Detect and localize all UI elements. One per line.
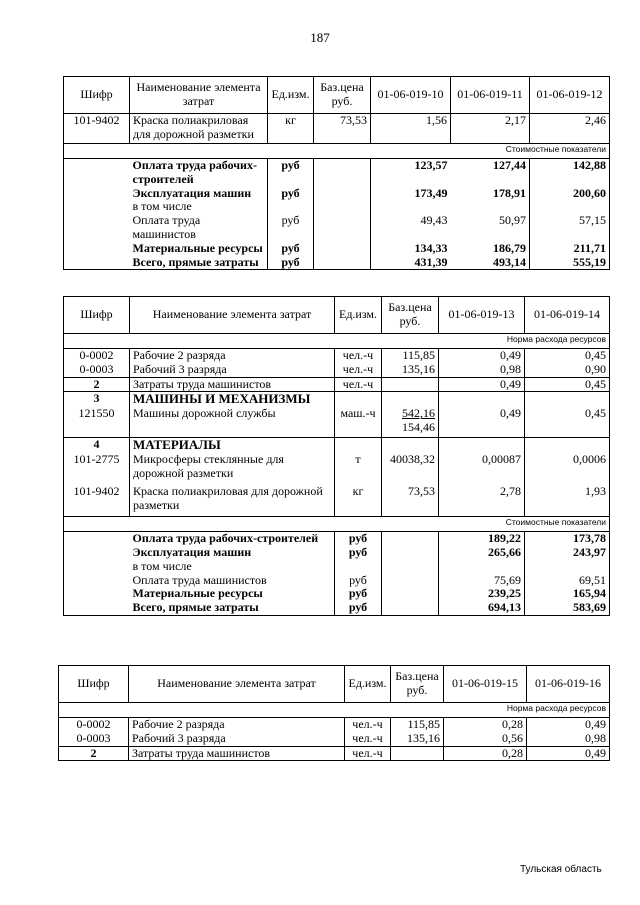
row-name: Затраты труда машинистов: [130, 377, 335, 392]
row-value-1: 0,28: [444, 746, 527, 761]
cost-table-2: [63, 296, 610, 616]
summary-label: в том числе: [132, 199, 192, 214]
note-resource-norm: Норма расхода ресурсов: [59, 703, 610, 718]
table-row: [64, 377, 610, 392]
table-header-row: [64, 297, 610, 334]
note-resource-norm: Норма расхода ресурсов: [64, 334, 610, 349]
summary-row: [64, 560, 610, 574]
row-name: Рабочий 3 разряда: [130, 363, 335, 377]
row-value-1: 1,56: [371, 114, 451, 144]
summary-row: [64, 587, 610, 601]
row-value-3: 2,46: [530, 114, 610, 144]
row-value-2: 0,45: [525, 377, 610, 392]
row-price: 40038,32: [382, 453, 439, 485]
summary-unit: руб: [335, 587, 382, 601]
table-row: [64, 485, 610, 517]
summary-value-3: 200,60: [530, 187, 610, 201]
row-name: Микросферы стеклянные для дорожной разметки: [130, 453, 335, 485]
summary-label: Материальные ресурсы: [132, 586, 263, 601]
row-name: Рабочие 2 разряда: [130, 349, 335, 363]
summary-value-2: 69,51: [525, 574, 610, 588]
row-value-2: 0,49: [527, 746, 610, 761]
summary-label: Материальные ресурсы: [132, 240, 263, 255]
header-col-2: 01-06-019-14: [525, 297, 610, 334]
row-value-1: 0,56: [444, 732, 527, 746]
section-number: 3: [64, 392, 130, 407]
header-price: Баз.цена руб.: [391, 666, 444, 703]
row-price: 135,16: [382, 363, 439, 377]
summary-unit: руб: [268, 214, 314, 242]
row-code: 0-0002: [64, 349, 130, 363]
header-col-2: 01-06-019-16: [527, 666, 610, 703]
row-name: Затраты труда машинистов: [129, 746, 345, 761]
header-col-1: 01-06-019-13: [439, 297, 525, 334]
summary-label: в том числе: [132, 558, 192, 573]
table-row: [64, 349, 610, 363]
row-unit: чел.-ч: [335, 377, 382, 392]
summary-unit: руб: [335, 574, 382, 588]
row-value-1: 2,78: [439, 485, 525, 517]
row-name: Машины дорожной службы: [130, 407, 335, 437]
row-value-1: 0,49: [439, 377, 525, 392]
row-value-2: 0,90: [525, 363, 610, 377]
summary-label: Всего, прямые затраты: [130, 256, 268, 270]
row-unit: чел.-ч: [345, 732, 391, 746]
row-unit: чел.-ч: [335, 349, 382, 363]
summary-value-2: 50,97: [499, 213, 526, 228]
section-number: 4: [64, 437, 130, 452]
section-row: [64, 437, 610, 452]
row-code: 0-0003: [59, 732, 129, 746]
summary-label: Оплата труда машинистов: [132, 213, 201, 241]
summary-label: Эксплуатация машин: [132, 545, 252, 560]
price-primary: 542,16: [402, 406, 435, 421]
summary-label: Эксплуатация машин: [132, 185, 252, 200]
row-name: Рабочие 2 разряда: [129, 718, 345, 732]
row-value-1: 0,28: [444, 718, 527, 732]
row-value-2: 0,0006: [525, 453, 610, 485]
row-value-2: 1,93: [525, 485, 610, 517]
summary-unit: руб: [335, 601, 382, 615]
summary-value-3: 211,71: [530, 242, 610, 256]
cost-table-1: [63, 76, 610, 270]
row-value-2: 0,45: [525, 407, 610, 437]
summary-unit: руб: [335, 546, 382, 560]
summary-value-2: 178,91: [493, 185, 526, 200]
table-row: [64, 407, 610, 437]
summary-value-2: 493,14: [451, 256, 530, 270]
row-price: 115,85: [391, 718, 444, 732]
header-code: Шифр: [59, 666, 129, 703]
summary-row: [64, 256, 610, 270]
summary-value-2: 243,97: [525, 546, 610, 560]
summary-row: [64, 546, 610, 560]
row-value-1: 0,49: [439, 349, 525, 363]
summary-value-1: 134,33: [371, 242, 451, 256]
table-row: [64, 114, 610, 144]
table-row: [64, 363, 610, 377]
header-name: Наименование элемента затрат: [129, 666, 345, 703]
summary-value-3: 57,15: [530, 214, 610, 242]
header-unit: Ед.изм.: [268, 77, 314, 114]
row-code: 101-2775: [64, 453, 130, 485]
row-value-2: 0,98: [527, 732, 610, 746]
row-code: 2: [59, 746, 129, 761]
row-value-1: 0,00087: [439, 453, 525, 485]
summary-label: Оплата труда рабочих-строителей: [132, 158, 257, 186]
summary-unit: руб: [268, 256, 314, 270]
summary-unit: руб: [268, 187, 314, 201]
header-col-1: 01-06-019-10: [371, 77, 451, 114]
row-value-1: 0,49: [439, 407, 525, 437]
row-name: Краска полиакриловая для дорожной разметки: [130, 485, 335, 517]
cost-table-3: [58, 665, 610, 761]
section-row: [64, 392, 610, 407]
row-name: Рабочий 3 разряда: [129, 732, 345, 746]
summary-value-3: 555,19: [530, 256, 610, 270]
summary-value-1: 694,13: [439, 601, 525, 615]
summary-value-1: 431,39: [371, 256, 451, 270]
summary-value-1: 173,49: [371, 187, 451, 201]
row-name: Краска полиакриловая для дорожной разметки: [130, 114, 268, 144]
row-code: 0-0002: [59, 718, 129, 732]
table-row: [59, 732, 610, 746]
row-code: 101-9402: [64, 485, 130, 517]
row-price: 135,16: [391, 732, 444, 746]
header-code: Шифр: [64, 297, 130, 334]
summary-row: [64, 159, 610, 187]
table-row: [59, 746, 610, 761]
summary-label: Оплата труда рабочих-строителей: [132, 531, 319, 546]
summary-row: [64, 214, 610, 242]
section-title: МАТЕРИАЛЫ: [130, 437, 335, 452]
row-value-1: 0,98: [439, 363, 525, 377]
summary-value-2: 165,94: [525, 587, 610, 601]
row-price: [391, 746, 444, 761]
summary-label: Всего, прямые затраты: [130, 601, 335, 615]
summary-value-2: 186,79: [493, 240, 526, 255]
header-price: Баз.цена руб.: [382, 297, 439, 334]
row-price: 115,85: [382, 349, 439, 363]
page-number: 187: [310, 30, 330, 45]
summary-label: Оплата труда машинистов: [132, 572, 267, 587]
row-code: 2: [64, 377, 130, 392]
row-price: [382, 377, 439, 392]
row-unit: чел.-ч: [345, 746, 391, 761]
header-col-3: 01-06-019-12: [530, 77, 610, 114]
section-title: МАШИНЫ И МЕХАНИЗМЫ: [130, 392, 335, 407]
summary-value-3: 142,88: [530, 159, 610, 187]
row-value-2: 0,49: [527, 718, 610, 732]
row-unit: кг: [335, 485, 382, 517]
summary-value-2: 583,69: [525, 601, 610, 615]
row-value-2: 0,45: [525, 349, 610, 363]
header-unit: Ед.изм.: [335, 297, 382, 334]
summary-unit: руб: [268, 242, 314, 256]
header-price: Баз.цена руб.: [314, 77, 371, 114]
summary-value-1: 239,25: [439, 587, 525, 601]
row-price: 73,53: [314, 114, 371, 144]
summary-value-1: 189,22: [439, 532, 525, 546]
row-value-2: 2,17: [451, 114, 530, 144]
summary-row: [64, 532, 610, 546]
row-unit: кг: [268, 114, 314, 144]
table-header-row: [64, 77, 610, 114]
row-price: 73,53: [382, 485, 439, 517]
summary-row: [64, 601, 610, 615]
row-unit: т: [335, 453, 382, 485]
row-unit: чел.-ч: [335, 363, 382, 377]
footer-region-label: Тульская область: [520, 864, 602, 875]
table-row: [59, 718, 610, 732]
row-unit: чел.-ч: [345, 718, 391, 732]
note-cost-indicators: Стоимостные показатели: [64, 144, 610, 159]
summary-unit: руб: [268, 159, 314, 187]
header-name: Наименование элемента затрат: [130, 77, 268, 114]
header-name: Наименование элемента затрат: [130, 297, 335, 334]
row-code: 101-9402: [64, 114, 130, 144]
header-unit: Ед.изм.: [345, 666, 391, 703]
table-header-row: [59, 666, 610, 703]
summary-row: [64, 200, 610, 214]
summary-value-1: 49,43: [371, 214, 451, 242]
summary-value-2: 173,78: [525, 532, 610, 546]
note-cost-indicators: Стоимостные показатели: [64, 517, 610, 532]
summary-value-1: 75,69: [439, 574, 525, 588]
table-row: [64, 453, 610, 485]
summary-row: [64, 574, 610, 588]
summary-unit: руб: [335, 532, 382, 546]
summary-row: [64, 187, 610, 201]
summary-row: [64, 242, 610, 256]
row-price: [382, 407, 439, 437]
summary-value-1: 265,66: [439, 546, 525, 560]
header-code: Шифр: [64, 77, 130, 114]
row-code: 0-0003: [64, 363, 130, 377]
header-col-2: 01-06-019-11: [451, 77, 530, 114]
summary-value-1: 123,57: [371, 159, 451, 187]
summary-value-2: 127,44: [493, 158, 526, 172]
header-col-1: 01-06-019-15: [444, 666, 527, 703]
row-code: 121550: [64, 407, 130, 437]
price-secondary: 154,46: [402, 420, 435, 435]
row-unit: маш.-ч: [335, 407, 382, 437]
